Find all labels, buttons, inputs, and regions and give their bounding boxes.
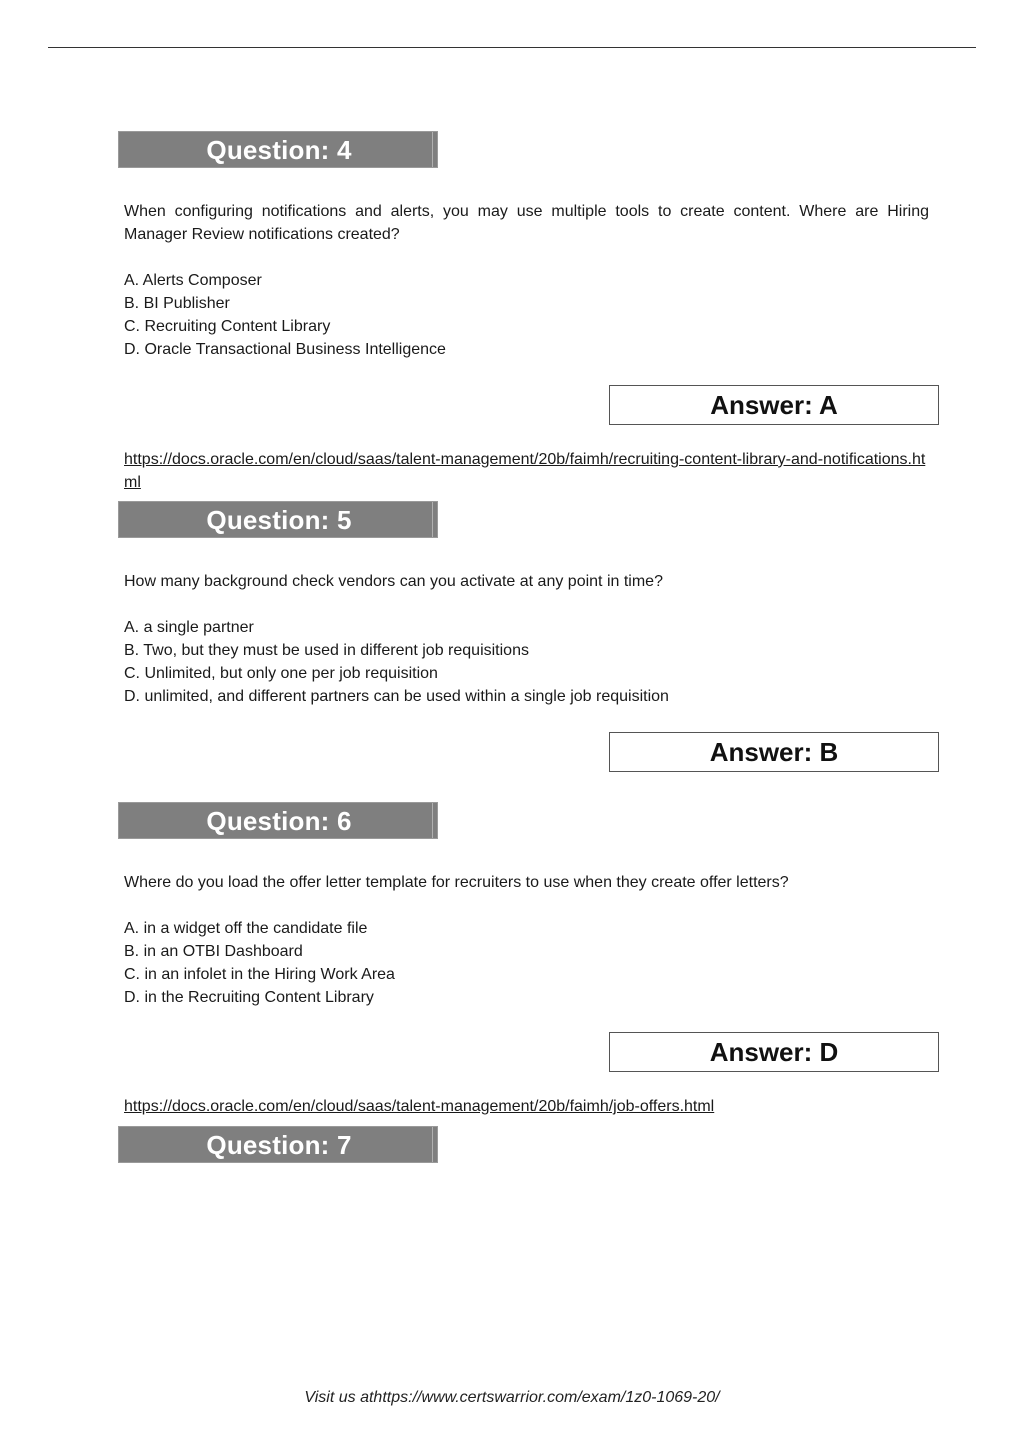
- question-6-answer: Answer: D: [709, 1037, 839, 1067]
- question-5-title: Question: 5: [206, 505, 352, 535]
- option-a: A. in a widget off the candidate file: [124, 920, 368, 937]
- option-b: B. in an OTBI Dashboard: [124, 943, 303, 960]
- question-5-text: How many background check vendors can you activate at any point in time?: [124, 573, 663, 590]
- question-6-answer-box: [609, 1032, 939, 1072]
- option-c: C. in an infolet in the Hiring Work Area: [124, 966, 395, 983]
- question-5-answer-box: [609, 732, 939, 772]
- option-d: D. in the Recruiting Content Library: [124, 989, 374, 1006]
- option-d: D. unlimited, and different partners can be used within a single job requisition: [124, 688, 669, 705]
- header-rule: [48, 47, 976, 48]
- question-6-text: Where do you load the offer letter template for recruiters to use when they create offer letters?: [124, 874, 789, 891]
- option-c: C. Recruiting Content Library: [124, 318, 331, 335]
- question-6-title: Question: 6: [206, 806, 352, 836]
- question-4-banner: [118, 131, 438, 168]
- question-5-banner: [118, 501, 438, 538]
- question-6-reference-link[interactable]: https://docs.oracle.com/en/cloud/saas/talent-management/20b/faimh/job-offers.html: [124, 1098, 715, 1115]
- option-c: C. Unlimited, but only one per job requisition: [124, 665, 438, 682]
- question-7-banner: [118, 1126, 438, 1163]
- question-6-options: [124, 917, 395, 1009]
- question-4-title: Question: 4: [206, 135, 352, 165]
- question-5-answer: Answer: B: [709, 737, 839, 767]
- question-4-answer-box: [609, 385, 939, 425]
- question-4-options: [124, 269, 446, 361]
- question-5-options: [124, 616, 669, 708]
- question-4-answer: Answer: A: [710, 390, 838, 420]
- question-7-title: Question: 7: [206, 1130, 352, 1160]
- option-a: A. a single partner: [124, 619, 254, 636]
- option-b: B. BI Publisher: [124, 295, 230, 312]
- option-d: D. Oracle Transactional Business Intelligence: [124, 341, 446, 358]
- question-4-reference-link[interactable]: https://docs.oracle.com/en/cloud/saas/talent-management/20b/faimh/recruiting-content-library-and-notifications.html: [124, 451, 926, 491]
- footer-visit-text: Visit us athttps://www.certswarrior.com/exam/1z0-1069-20/: [304, 1389, 720, 1406]
- question-4-text: When configuring notifications and alerts, you may use multiple tools to create content. Where are Hiring Manager Review notifications created?: [124, 203, 929, 243]
- option-b: B. Two, but they must be used in different job requisitions: [124, 642, 529, 659]
- option-a: A. Alerts Composer: [124, 272, 262, 289]
- question-6-banner: [118, 802, 438, 839]
